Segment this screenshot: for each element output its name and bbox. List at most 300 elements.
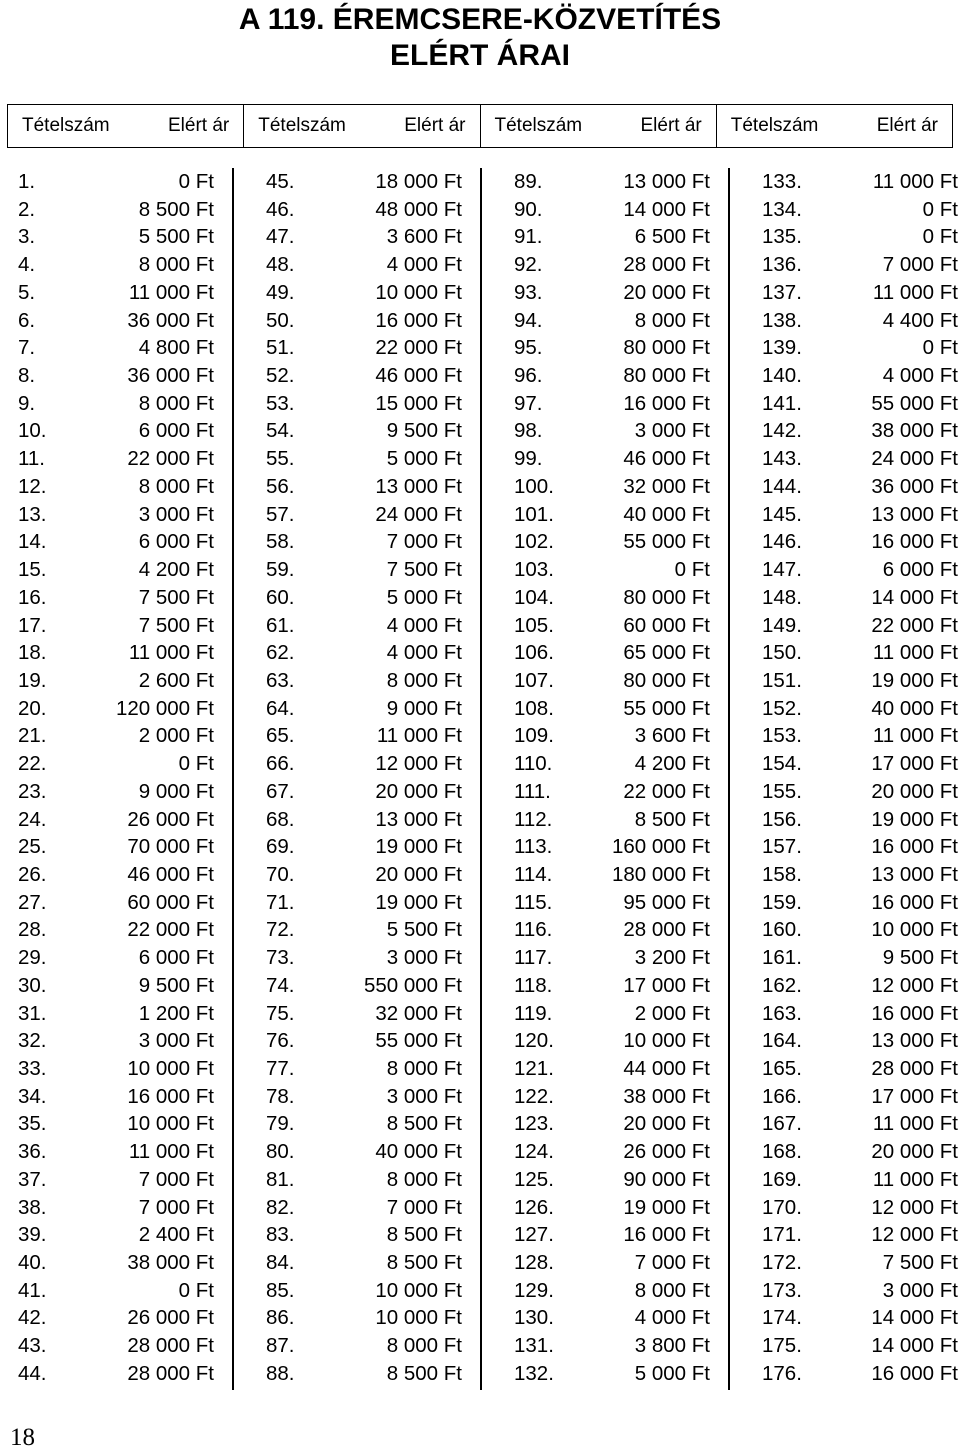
achieved-price: 10 000 Ft (375, 280, 462, 304)
achieved-price: 3 000 Ft (138, 1029, 214, 1053)
table-row (18, 1027, 214, 1055)
achieved-price: 4 000 Ft (634, 1306, 710, 1330)
table-row (762, 1055, 958, 1083)
table-row (762, 251, 958, 279)
lot-number: 151. (762, 668, 802, 692)
table-row (18, 861, 214, 889)
achieved-price: 4 000 Ft (882, 364, 958, 388)
lot-number: 77. (266, 1057, 295, 1080)
achieved-price: 3 000 Ft (882, 1278, 958, 1302)
table-row (514, 1000, 710, 1028)
table-row (514, 390, 710, 418)
lot-number: 5. (18, 280, 36, 304)
achieved-price: 0 Ft (178, 170, 214, 193)
lot-number: 135. (762, 225, 802, 249)
lot-number: 3. (18, 225, 36, 249)
table-row (18, 722, 214, 750)
header-price-label: Elért ár (640, 115, 702, 136)
lot-number: 67. (266, 779, 295, 803)
lot-number: 159. (762, 890, 802, 914)
lot-number: 54. (266, 419, 295, 443)
table-row (514, 307, 710, 335)
table-row (266, 667, 462, 695)
achieved-price: 8 000 Ft (138, 391, 214, 415)
title-line-1: A 119. ÉREMCSERE-KÖZVETÍTÉS (238, 3, 722, 36)
table-row (266, 639, 462, 667)
table-row (514, 944, 710, 972)
table-row (514, 889, 710, 917)
lot-number: 174. (762, 1306, 802, 1330)
achieved-price: 60 000 Ft (127, 890, 214, 914)
table-row (266, 695, 462, 723)
achieved-price: 10 000 Ft (375, 1306, 462, 1330)
table-row (762, 1304, 958, 1332)
achieved-price: 20 000 Ft (375, 779, 462, 803)
achieved-price: 19 000 Ft (871, 668, 958, 692)
table-row (762, 1110, 958, 1138)
table-row (514, 556, 710, 584)
lot-number: 95. (514, 336, 543, 360)
header-price-label: Elért ár (168, 115, 230, 136)
lot-number: 103. (514, 558, 554, 582)
table-row (514, 168, 710, 196)
table-row (266, 307, 462, 335)
lot-number: 65. (266, 724, 295, 748)
lot-number: 29. (18, 946, 47, 970)
lot-number: 125. (514, 1167, 554, 1191)
lot-number: 133. (762, 170, 802, 193)
achieved-price: 0 Ft (922, 225, 958, 249)
table-row (18, 362, 214, 390)
table-row (18, 1332, 214, 1360)
achieved-price: 14 000 Ft (623, 197, 710, 221)
lot-number: 110. (514, 752, 553, 776)
lot-number: 15. (18, 558, 47, 582)
lot-number: 101. (514, 502, 554, 526)
lot-number: 85. (266, 1278, 295, 1302)
achieved-price: 13 000 Ft (871, 502, 958, 526)
achieved-price: 38 000 Ft (623, 1084, 710, 1108)
lot-number: 92. (514, 253, 543, 277)
achieved-price: 9 500 Ft (138, 973, 214, 997)
achieved-price: 4 200 Ft (138, 558, 214, 582)
table-row (514, 1055, 710, 1083)
lot-number: 94. (514, 308, 543, 332)
achieved-price: 20 000 Ft (375, 862, 462, 886)
lot-number: 87. (266, 1334, 295, 1358)
table-row (762, 445, 958, 473)
lot-number: 130. (514, 1306, 554, 1330)
lot-number: 140. (762, 364, 802, 388)
table-row (266, 223, 462, 251)
table-row (18, 501, 214, 529)
table-row (18, 972, 214, 1000)
achieved-price: 7 000 Ft (386, 530, 462, 554)
lot-number: 60. (266, 585, 295, 609)
table-row (18, 1000, 214, 1028)
achieved-price: 8 000 Ft (138, 474, 214, 498)
achieved-price: 20 000 Ft (871, 779, 958, 803)
achieved-price: 20 000 Ft (623, 1112, 710, 1136)
lot-number: 26. (18, 862, 47, 886)
lot-number: 156. (762, 807, 802, 831)
table-row (514, 861, 710, 889)
achieved-price: 3 600 Ft (386, 225, 462, 249)
table-row (266, 833, 462, 861)
achieved-price: 8 000 Ft (634, 308, 710, 332)
achieved-price: 60 000 Ft (623, 613, 710, 637)
table-row (762, 1027, 958, 1055)
achieved-price: 8 000 Ft (634, 1278, 710, 1302)
lot-number: 116. (514, 918, 553, 942)
achieved-price: 28 000 Ft (623, 253, 710, 277)
lot-number: 111. (514, 779, 551, 803)
achieved-price: 16 000 Ft (871, 1361, 958, 1385)
table-row (514, 1194, 710, 1222)
lot-number: 59. (266, 558, 295, 582)
table-row (266, 1249, 462, 1277)
achieved-price: 44 000 Ft (623, 1057, 710, 1080)
header-lot-label: Tételszám (258, 115, 346, 136)
table-row (266, 251, 462, 279)
lot-number: 132. (514, 1361, 554, 1385)
achieved-price: 7 000 Ft (138, 1195, 214, 1219)
lot-number: 117. (514, 946, 553, 970)
achieved-price: 9 000 Ft (386, 696, 462, 720)
lot-number: 17. (18, 613, 47, 637)
lot-number: 12. (18, 474, 47, 498)
achieved-price: 80 000 Ft (623, 364, 710, 388)
table-row (266, 1083, 462, 1111)
price-column-4 (762, 168, 958, 1390)
table-row (18, 390, 214, 418)
lot-number: 41. (18, 1278, 47, 1302)
achieved-price: 13 000 Ft (871, 862, 958, 886)
lot-number: 154. (762, 752, 802, 776)
table-row (18, 833, 214, 861)
achieved-price: 8 500 Ft (386, 1251, 462, 1275)
achieved-price: 55 000 Ft (375, 1029, 462, 1053)
table-row (514, 528, 710, 556)
table-row (266, 778, 462, 806)
table-row (18, 1138, 214, 1166)
table-row (266, 1221, 462, 1249)
table-row (266, 528, 462, 556)
lot-number: 18. (18, 641, 47, 665)
achieved-price: 13 000 Ft (623, 170, 710, 193)
achieved-price: 3 000 Ft (386, 1084, 462, 1108)
achieved-price: 14 000 Ft (871, 1334, 958, 1358)
achieved-price: 9 500 Ft (882, 946, 958, 970)
lot-number: 43. (18, 1334, 47, 1358)
table-row (762, 1083, 958, 1111)
achieved-price: 6 000 Ft (138, 530, 214, 554)
table-row (18, 473, 214, 501)
table-row (514, 196, 710, 224)
achieved-price: 6 000 Ft (138, 946, 214, 970)
table-row (18, 916, 214, 944)
lot-number: 175. (762, 1334, 802, 1358)
table-row (762, 279, 958, 307)
lot-number: 11. (18, 447, 45, 471)
lot-number: 32. (18, 1029, 47, 1053)
achieved-price: 28 000 Ft (623, 918, 710, 942)
achieved-price: 3 000 Ft (634, 419, 710, 443)
achieved-price: 4 800 Ft (138, 336, 214, 360)
table-row (762, 196, 958, 224)
table-row (514, 1083, 710, 1111)
achieved-price: 8 500 Ft (386, 1361, 462, 1385)
table-row (18, 334, 214, 362)
achieved-price: 22 000 Ft (871, 613, 958, 637)
achieved-price: 11 000 Ft (376, 724, 462, 748)
table-row (266, 1304, 462, 1332)
table-row (266, 889, 462, 917)
lot-number: 141. (762, 391, 802, 415)
lot-number: 81. (266, 1167, 295, 1191)
table-row (266, 196, 462, 224)
table-row (18, 806, 214, 834)
achieved-price: 7 500 Ft (138, 585, 214, 609)
lot-number: 112. (514, 807, 553, 831)
achieved-price: 6 000 Ft (138, 419, 214, 443)
lot-number: 63. (266, 668, 295, 692)
table-row (18, 1304, 214, 1332)
lot-number: 142. (762, 419, 802, 443)
header-group-2 (243, 105, 479, 147)
table-row (514, 473, 710, 501)
lot-number: 61. (266, 613, 295, 637)
lot-number: 50. (266, 308, 295, 332)
achieved-price: 28 000 Ft (127, 1334, 214, 1358)
table-row (266, 861, 462, 889)
lot-number: 31. (18, 1001, 47, 1025)
table-row (18, 168, 214, 196)
achieved-price: 22 000 Ft (623, 779, 710, 803)
achieved-price: 120 000 Ft (115, 696, 214, 720)
table-row (266, 473, 462, 501)
achieved-price: 0 Ft (178, 752, 214, 776)
achieved-price: 12 000 Ft (375, 752, 462, 776)
lot-number: 122. (514, 1084, 554, 1108)
table-row (514, 501, 710, 529)
lot-number: 170. (762, 1195, 802, 1219)
lot-number: 143. (762, 447, 802, 471)
table-row (762, 916, 958, 944)
achieved-price: 8 000 Ft (386, 1057, 462, 1080)
lot-number: 75. (266, 1001, 295, 1025)
table-row (18, 1249, 214, 1277)
table-row (514, 362, 710, 390)
achieved-price: 17 000 Ft (871, 752, 958, 776)
header-group-1 (8, 105, 243, 147)
lot-number: 2. (18, 197, 36, 221)
lot-number: 153. (762, 724, 802, 748)
table-row (266, 1138, 462, 1166)
lot-number: 158. (762, 862, 802, 886)
achieved-price: 16 000 Ft (871, 1001, 958, 1025)
achieved-price: 16 000 Ft (127, 1084, 214, 1108)
lot-number: 105. (514, 613, 554, 637)
achieved-price: 7 500 Ft (386, 558, 462, 582)
achieved-price: 3 000 Ft (386, 946, 462, 970)
achieved-price: 10 000 Ft (127, 1057, 214, 1080)
lot-number: 145. (762, 502, 802, 526)
table-row (762, 1000, 958, 1028)
table-row (514, 417, 710, 445)
table-row (18, 612, 214, 640)
achieved-price: 4 000 Ft (386, 253, 462, 277)
table-row (514, 1249, 710, 1277)
lot-number: 20. (18, 696, 47, 720)
achieved-price: 4 000 Ft (386, 641, 462, 665)
achieved-price: 12 000 Ft (871, 1223, 958, 1247)
lot-number: 109. (514, 724, 554, 748)
achieved-price: 8 000 Ft (138, 253, 214, 277)
achieved-price: 5 000 Ft (634, 1361, 710, 1385)
achieved-price: 11 000 Ft (872, 1112, 958, 1136)
table-row (514, 667, 710, 695)
achieved-price: 16 000 Ft (623, 1223, 710, 1247)
achieved-price: 0 Ft (674, 558, 710, 582)
table-row (762, 362, 958, 390)
lot-number: 62. (266, 641, 295, 665)
achieved-price: 5 000 Ft (386, 585, 462, 609)
lot-number: 173. (762, 1278, 802, 1302)
lot-number: 89. (514, 170, 543, 193)
table-row (266, 972, 462, 1000)
lot-number: 155. (762, 779, 802, 803)
table-row (762, 1360, 958, 1388)
table-row (18, 1194, 214, 1222)
achieved-price: 7 000 Ft (882, 253, 958, 277)
table-row (514, 1166, 710, 1194)
achieved-price: 16 000 Ft (871, 530, 958, 554)
header-price-label: Elért ár (404, 115, 466, 136)
table-row (266, 916, 462, 944)
table-row (266, 501, 462, 529)
lot-number: 55. (266, 447, 295, 471)
achieved-price: 22 000 Ft (375, 336, 462, 360)
achieved-price: 11 000 Ft (872, 724, 958, 748)
achieved-price: 40 000 Ft (623, 502, 710, 526)
table-row (18, 279, 214, 307)
lot-number: 22. (18, 752, 47, 776)
achieved-price: 0 Ft (178, 1278, 214, 1302)
achieved-price: 46 000 Ft (375, 364, 462, 388)
table-row (514, 833, 710, 861)
lot-number: 126. (514, 1195, 554, 1219)
achieved-price: 12 000 Ft (871, 1195, 958, 1219)
achieved-price: 18 000 Ft (375, 170, 462, 193)
achieved-price: 11 000 Ft (128, 1140, 214, 1164)
achieved-price: 13 000 Ft (375, 807, 462, 831)
table-row (762, 889, 958, 917)
table-row (266, 417, 462, 445)
achieved-price: 80 000 Ft (623, 585, 710, 609)
lot-number: 36. (18, 1140, 47, 1164)
table-row (762, 1277, 958, 1305)
achieved-price: 4 400 Ft (882, 308, 958, 332)
table-row (762, 750, 958, 778)
table-row (266, 1194, 462, 1222)
table-row (514, 1332, 710, 1360)
lot-number: 35. (18, 1112, 47, 1136)
lot-number: 4. (18, 253, 36, 277)
table-row (18, 889, 214, 917)
lot-number: 70. (266, 862, 295, 886)
achieved-price: 65 000 Ft (623, 641, 710, 665)
achieved-price: 19 000 Ft (623, 1195, 710, 1219)
table-row (514, 750, 710, 778)
table-row (762, 778, 958, 806)
lot-number: 21. (18, 724, 47, 748)
table-row (762, 833, 958, 861)
price-grid (0, 168, 960, 1390)
lot-number: 176. (762, 1361, 802, 1385)
lot-number: 166. (762, 1084, 802, 1108)
lot-number: 69. (266, 835, 295, 859)
achieved-price: 28 000 Ft (127, 1361, 214, 1385)
lot-number: 76. (266, 1029, 295, 1053)
lot-number: 66. (266, 752, 295, 776)
table-row (514, 223, 710, 251)
lot-number: 120. (514, 1029, 554, 1053)
table-row (762, 861, 958, 889)
lot-number: 169. (762, 1167, 802, 1191)
table-row (762, 556, 958, 584)
lot-number: 19. (18, 668, 47, 692)
table-row (762, 390, 958, 418)
lot-number: 161. (762, 946, 802, 970)
achieved-price: 55 000 Ft (871, 391, 958, 415)
lot-number: 162. (762, 973, 802, 997)
lot-number: 167. (762, 1112, 802, 1136)
table-row (266, 1332, 462, 1360)
table-row (762, 307, 958, 335)
lot-number: 16. (18, 585, 47, 609)
achieved-price: 11 000 Ft (872, 170, 958, 193)
table-row (514, 1110, 710, 1138)
achieved-price: 3 600 Ft (634, 724, 710, 748)
lot-number: 124. (514, 1140, 554, 1164)
lot-number: 171. (762, 1223, 802, 1247)
table-row (266, 584, 462, 612)
achieved-price: 22 000 Ft (127, 447, 214, 471)
lot-number: 39. (18, 1223, 47, 1247)
lot-number: 25. (18, 835, 47, 859)
achieved-price: 55 000 Ft (623, 530, 710, 554)
table-row (762, 972, 958, 1000)
table-row (762, 528, 958, 556)
achieved-price: 17 000 Ft (623, 973, 710, 997)
achieved-price: 3 000 Ft (138, 502, 214, 526)
lot-number: 30. (18, 973, 47, 997)
table-row (18, 944, 214, 972)
table-row (18, 196, 214, 224)
lot-number: 47. (266, 225, 295, 249)
table-row (514, 806, 710, 834)
lot-number: 57. (266, 502, 295, 526)
lot-number: 157. (762, 835, 802, 859)
achieved-price: 36 000 Ft (871, 474, 958, 498)
table-row (762, 1332, 958, 1360)
table-row (18, 1055, 214, 1083)
lot-number: 6. (18, 308, 36, 332)
achieved-price: 11 000 Ft (872, 1167, 958, 1191)
achieved-price: 28 000 Ft (871, 1057, 958, 1080)
lot-number: 42. (18, 1306, 47, 1330)
